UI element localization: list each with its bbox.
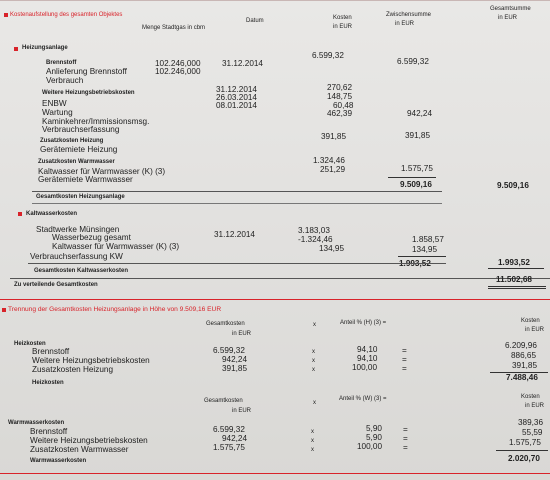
row-menge: 102.246,000 [155,59,201,68]
row-zwischensumme: 942,24 [407,109,433,118]
row-percent: 100,00 [357,442,383,451]
column-header-gesamtsumme-unit: in EUR [498,15,518,21]
row-kosten: 134,95 [319,244,345,253]
row-result: 1.575,75 [509,438,541,447]
row-kosten: 270,62 [327,83,353,92]
column-header-gesamtkosten: Gesamtkosten [204,398,243,404]
grand-total-double-underline [488,286,546,287]
sum-line [388,177,436,178]
gesamt-underline [488,268,544,269]
row-label: Zusatzkosten Warmwasser [38,159,115,165]
row-label: Anlieferung Brennstoff [46,67,127,76]
group-total-value: 2.020,70 [508,454,540,463]
row-label: Wartung [42,108,73,117]
row-datum: 31.12.2014 [222,59,263,68]
row-multiply: x [312,349,315,355]
row-label: Zusatzkosten Heizung [32,365,114,374]
group-title-kaltwasser: Kaltwasserkosten [26,211,78,217]
grand-total-line [10,278,550,279]
row-zwischensumme: 391,85 [405,131,431,140]
row-label: Brennstoff [46,60,77,66]
row-kosten: 3.183,03 [298,226,330,235]
row-value: 391,85 [222,364,248,373]
group-total-label: Gesamtkosten Kaltwasserkosten [34,268,129,274]
column-header-kosten: Kosten [333,15,352,21]
row-label: Brennstoff [32,347,70,356]
row-value: 942,24 [222,434,248,443]
row-label: Verbrauchserfassung [42,125,120,134]
grand-total-value: 11.502,68 [496,275,532,284]
row-multiply: x [311,429,314,435]
row-datum: 26.03.2014 [216,93,257,102]
row-label: Gerätemiete Warmwasser [38,175,133,184]
group-total-label: Gesamtkosten Heizungsanlage [36,194,125,200]
group-total-line [28,263,446,264]
grand-total-double-underline [488,288,546,289]
column-header-kosten: Kosten [521,394,540,400]
row-label: ENBW [42,99,67,108]
row-kosten: -1.324,46 [298,235,333,244]
bullet-square-icon [18,212,22,216]
row-result: 6.209,96 [505,341,537,350]
row-zwischensumme: 6.599,32 [397,57,429,66]
row-menge: 102.246,000 [155,67,201,76]
row-label: Gerätemiete Heizung [40,145,118,154]
row-kosten: 391,85 [321,132,347,141]
row-equals: = [402,355,407,364]
group-total-value: 7.488,46 [506,373,538,382]
bottom-divider [0,473,550,474]
section-divider [0,299,550,300]
group-total-label: Warmwasserkosten [30,458,87,464]
column-header-gesamtkosten: Gesamtkosten [206,321,245,327]
row-result: 389,36 [518,418,544,427]
group-title-warmwasser: Warmwasserkosten [8,420,65,426]
column-header-anteil: Anteil % (H) (3) = [340,320,387,326]
group-total-line [32,191,442,192]
gesamtsumme-kaltwasser: 1.993,52 [498,258,530,267]
row-multiply: x [312,358,315,364]
gesamtsumme-heizung: 9.509,16 [497,181,529,190]
row-result: 391,85 [512,361,538,370]
row-equals: = [402,346,407,355]
column-header-zwischensumme-unit: in EUR [395,21,415,27]
row-equals: = [403,425,408,434]
column-header-gesamtsumme: Gesamtsumme [490,6,531,12]
row-label: Verbrauchserfassung KW [30,252,123,261]
section-title: Trennung der Gesamtkosten Heizungsanlage in Höhe von 9.509,16 EUR [8,306,222,313]
bullet-square-icon [14,47,18,51]
column-header-kosten: Kosten [521,318,540,324]
row-value: 1.575,75 [213,443,245,452]
row-kosten: 1.324,46 [313,156,345,165]
row-label: Wasserbezug gesamt [52,233,131,242]
row-kosten: 251,29 [320,165,346,174]
row-multiply: x [311,438,314,444]
row-multiply: x [311,447,314,453]
column-header-zwischensumme: Zwischensumme [386,12,432,18]
group-total-line [32,203,442,204]
row-zwischensumme: 134,95 [412,245,438,254]
column-header-kosten-unit: in EUR [525,403,545,409]
row-kosten: 60,48 [333,101,354,110]
row-result: 55,59 [522,428,543,437]
row-kosten: 148,75 [327,92,353,101]
row-datum: 31.12.2014 [214,230,255,239]
row-label: Kaltwasser für Warmwasser (K) (3) [52,242,180,251]
row-label: Weitere Heizungsbetriebskosten [42,90,135,96]
column-header-kosten-unit: in EUR [525,327,545,333]
section-title: Kostenaufstellung des gesamten Objektes [10,12,123,18]
column-header-menge: Menge Stadtgas in cbm [142,25,206,31]
row-label: Weitere Heizungsbetriebskosten [30,436,148,445]
row-label: Brennstoff [30,427,68,436]
row-kosten: 462,39 [327,109,353,118]
row-zwischensumme: 1.858,57 [412,235,444,244]
bullet-square-icon [2,308,6,312]
row-equals: = [403,443,408,452]
row-datum: 31.12.2014 [216,85,257,94]
column-header-x: x [313,322,316,328]
row-datum: 08.01.2014 [216,101,257,110]
column-header-datum: Datum [246,18,264,24]
section-divider [0,0,550,1]
row-value: 6.599,32 [213,425,245,434]
row-zwischensumme: 1.575,75 [401,164,433,173]
group-title-heizkosten: Heizkosten [14,341,46,347]
row-value: 6.599,32 [213,346,245,355]
row-result: 886,65 [511,351,537,360]
row-equals: = [402,364,407,373]
grand-total-label: Zu verteilende Gesamtkosten [14,282,98,288]
row-label: Kaltwasser für Warmwasser (K) (3) [38,167,166,176]
row-percent: 100,00 [352,363,378,372]
group-title-heizungsanlage: Heizungsanlage [22,45,68,51]
row-percent: 94,10 [357,354,378,363]
row-percent: 5,90 [366,424,382,433]
row-percent: 5,90 [366,433,382,442]
row-label: Zusatzkosten Warmwasser [30,445,129,454]
row-value: 942,24 [222,355,248,364]
column-header-gesamtkosten-unit: in EUR [232,331,252,337]
column-header-anteil: Anteil % (W) (3) = [339,396,387,402]
row-kosten: 6.599,32 [312,51,344,60]
row-label: Verbrauch [46,76,84,85]
sum-line [496,450,548,451]
sum-line [398,256,446,257]
zwischensumme-total: 9.509,16 [400,180,432,189]
bullet-square-icon [4,13,8,17]
row-label: Kaminkehrer/Immissionsmsg. [42,117,150,126]
row-label: Stadtwerke Münsingen [36,225,120,234]
group-total-label: Heizkosten [32,380,64,386]
column-header-gesamtkosten-unit: in EUR [232,408,252,414]
row-equals: = [403,434,408,443]
row-label: Weitere Heizungsbetriebskosten [32,356,150,365]
row-multiply: x [312,367,315,373]
row-percent: 94,10 [357,345,378,354]
zwischensumme-total [399,260,431,268]
column-header-kosten-unit: in EUR [333,24,353,30]
column-header-x: x [313,400,316,406]
row-label: Zusatzkosten Heizung [40,138,104,144]
